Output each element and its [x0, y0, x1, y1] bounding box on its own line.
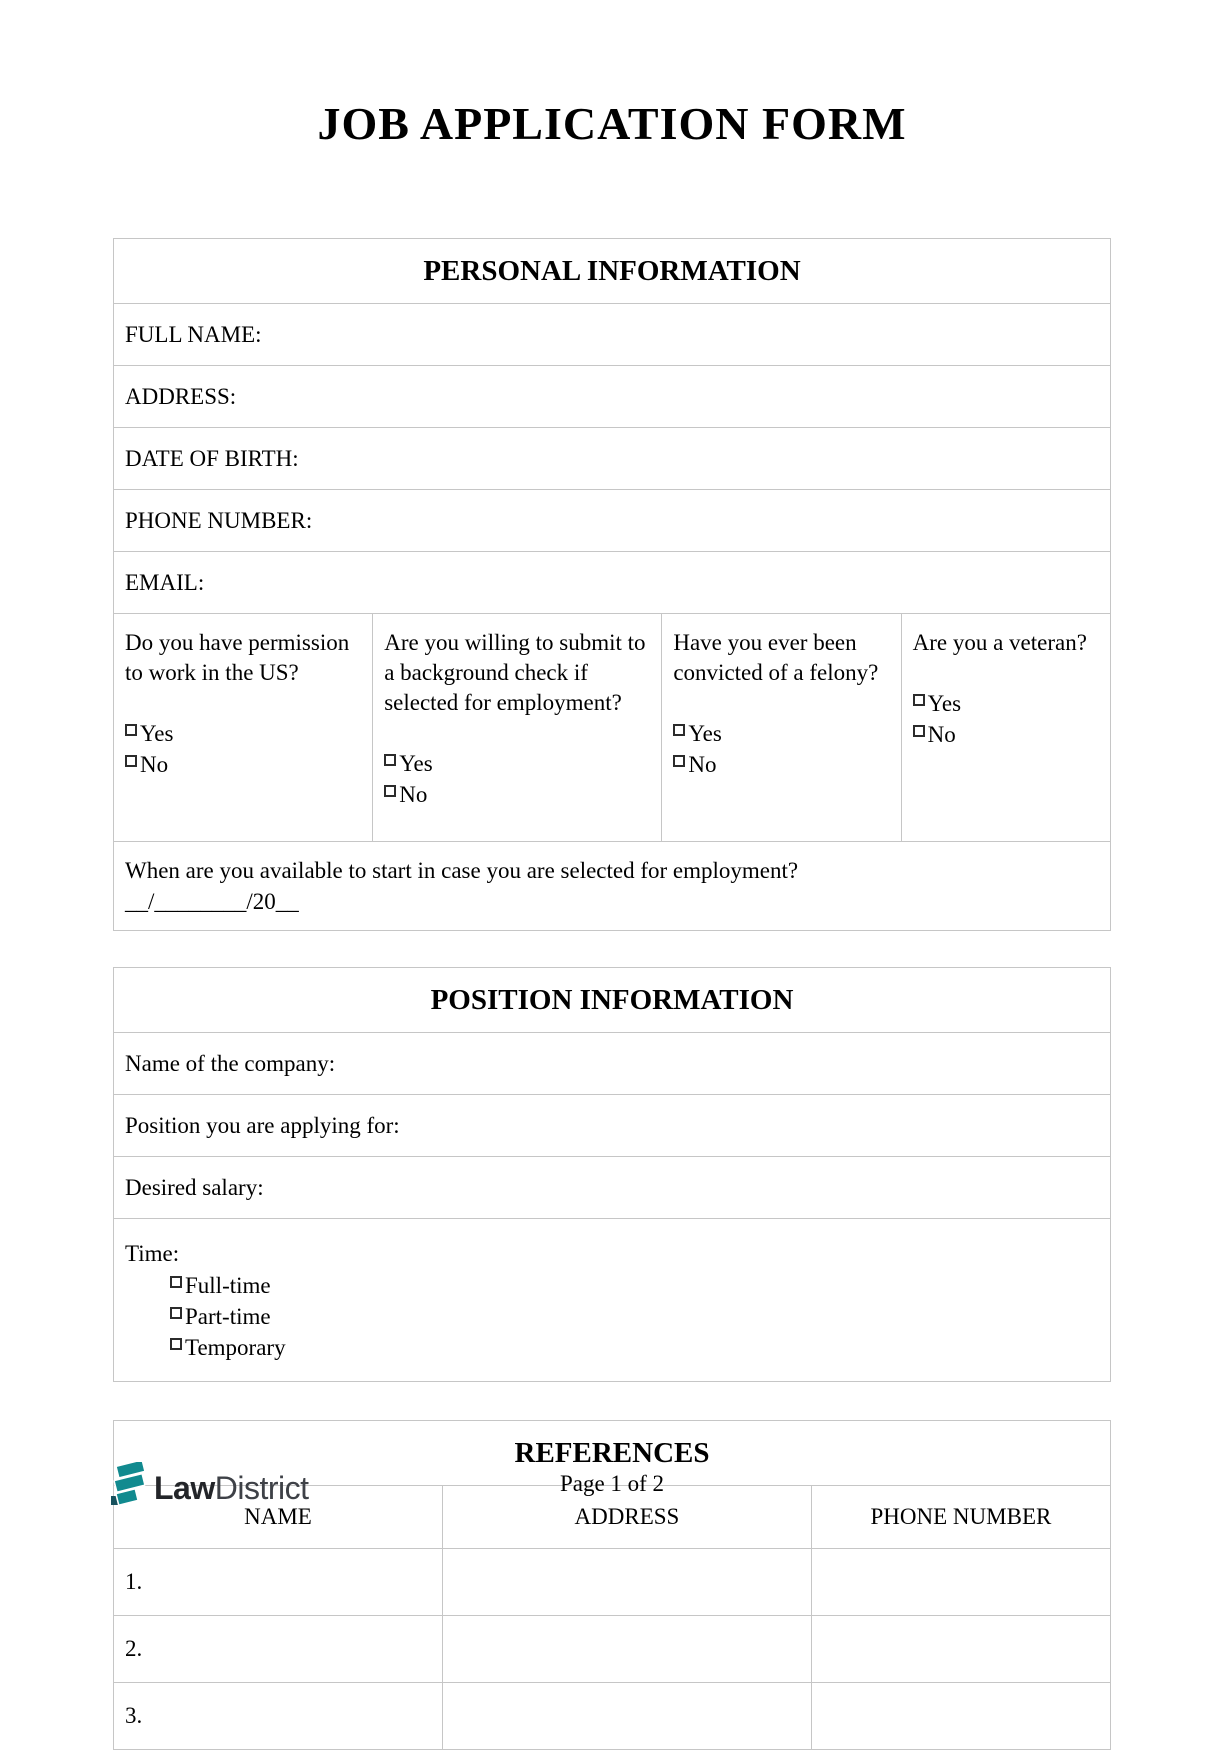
- position-field[interactable]: Position you are applying for:: [114, 1095, 1111, 1157]
- references-column-name: NAME: [114, 1486, 443, 1549]
- time-field: [114, 1219, 1111, 1382]
- company-name-field[interactable]: Name of the company:: [114, 1033, 1111, 1095]
- work-permission-yes-checkbox[interactable]: [125, 724, 137, 736]
- table-row: [114, 1683, 1111, 1750]
- option-label: Yes: [927, 691, 962, 716]
- reference-3-name-cell[interactable]: 3.: [114, 1683, 443, 1750]
- availability-field[interactable]: [114, 842, 1111, 931]
- option-label: No: [399, 782, 428, 807]
- background-check-no-checkbox[interactable]: [384, 785, 396, 797]
- reference-1-phone-cell[interactable]: [811, 1549, 1110, 1616]
- personal-information-table: [113, 238, 1111, 931]
- lawdistrict-logo: [108, 1462, 309, 1514]
- temporary-checkbox[interactable]: [170, 1338, 182, 1350]
- references-header: REFERENCES: [114, 1421, 1111, 1486]
- option-label: No: [140, 752, 169, 777]
- question-text: Are you willing to submit to a background check if selected for employment?: [384, 630, 646, 715]
- reference-2-phone-cell[interactable]: [811, 1616, 1110, 1683]
- table-row: [114, 1616, 1111, 1683]
- reference-1-address-cell[interactable]: [443, 1549, 812, 1616]
- full-name-field[interactable]: FULL NAME:: [114, 304, 1111, 366]
- part-time-checkbox[interactable]: [170, 1307, 182, 1319]
- phone-number-field[interactable]: PHONE NUMBER:: [114, 490, 1111, 552]
- reference-1-name-cell[interactable]: 1.: [114, 1549, 443, 1616]
- date-of-birth-field[interactable]: DATE OF BIRTH:: [114, 428, 1111, 490]
- background-check-yes-checkbox[interactable]: [384, 754, 396, 766]
- desired-salary-field[interactable]: Desired salary:: [114, 1157, 1111, 1219]
- page-title: JOB APPLICATION FORM: [317, 98, 907, 149]
- felony-no-checkbox[interactable]: [673, 755, 685, 767]
- references-column-address: ADDRESS: [443, 1486, 812, 1549]
- reference-2-address-cell[interactable]: [443, 1616, 812, 1683]
- option-label: Temporary: [185, 1335, 286, 1360]
- availability-answer-line: __/________/20__: [125, 889, 299, 914]
- reference-3-phone-cell[interactable]: [811, 1683, 1110, 1750]
- reference-3-address-cell[interactable]: [443, 1683, 812, 1750]
- option-label: No: [927, 722, 956, 747]
- address-field[interactable]: ADDRESS:: [114, 366, 1111, 428]
- page-footer: [0, 1462, 1224, 1522]
- references-column-phone: PHONE NUMBER: [811, 1486, 1110, 1549]
- veteran-yes-checkbox[interactable]: [913, 694, 925, 706]
- email-field[interactable]: EMAIL:: [114, 552, 1111, 614]
- question-veteran: [901, 614, 1110, 842]
- position-information-table: [113, 967, 1111, 1382]
- question-text: Do you have permission to work in the US?: [125, 630, 350, 685]
- felony-yes-checkbox[interactable]: [673, 724, 685, 736]
- question-text: Have you ever been convicted of a felony?: [673, 630, 879, 685]
- reference-2-name-cell[interactable]: 2.: [114, 1616, 443, 1683]
- page-number-label: Page 1 of 2: [559, 1471, 665, 1496]
- personal-information-header: PERSONAL INFORMATION: [114, 239, 1111, 304]
- question-felony: [662, 614, 901, 842]
- question-text: Are you a veteran?: [912, 630, 1087, 655]
- lawdistrict-books-icon: [108, 1462, 148, 1514]
- position-information-header: POSITION INFORMATION: [114, 968, 1111, 1033]
- option-label: Yes: [140, 721, 174, 746]
- brand-text-law: Law: [154, 1469, 215, 1506]
- question-work-permission: [114, 614, 373, 842]
- full-time-checkbox[interactable]: [170, 1276, 182, 1288]
- option-label: Full-time: [185, 1273, 271, 1298]
- availability-question: When are you available to start in case you are selected for employment?: [125, 858, 799, 883]
- option-label: Yes: [688, 721, 722, 746]
- time-label: Time:: [125, 1241, 180, 1266]
- work-permission-no-checkbox[interactable]: [125, 755, 137, 767]
- brand-text-district: District: [214, 1469, 309, 1506]
- option-label: No: [688, 752, 717, 777]
- option-label: Part-time: [185, 1304, 271, 1329]
- option-label: Yes: [399, 751, 433, 776]
- veteran-no-checkbox[interactable]: [913, 725, 925, 737]
- question-background-check: [373, 614, 662, 842]
- table-row: [114, 1549, 1111, 1616]
